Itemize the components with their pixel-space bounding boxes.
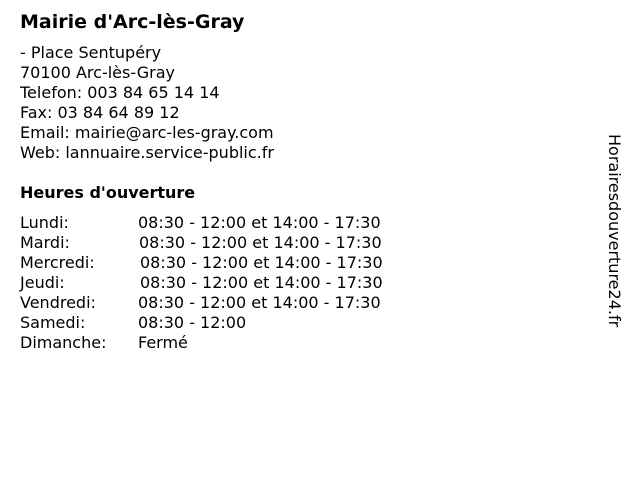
- address-city: 70100 Arc-lès-Gray: [20, 63, 175, 82]
- day-label: Samedi:: [20, 313, 86, 332]
- time-range: 08:30 - 12:00: [138, 313, 247, 332]
- contact-info: [20, 43, 274, 163]
- fax-number: Fax: 03 84 64 89 12: [20, 103, 180, 122]
- time-range: 08:30 - 12:00 et 14:00 - 17:30: [140, 273, 383, 292]
- address-street: - Place Sentupéry: [20, 43, 162, 62]
- day-label: Dimanche:: [20, 333, 107, 352]
- day-label: Vendredi:: [20, 293, 96, 312]
- time-range: 08:30 - 12:00 et 14:00 - 17:30: [140, 253, 383, 272]
- opening-hours-heading: Heures d'ouverture: [20, 183, 196, 202]
- website: Web: lannuaire.service-public.fr: [20, 143, 274, 162]
- day-label: Mardi:: [20, 233, 70, 252]
- day-label: Lundi:: [20, 213, 69, 232]
- time-range: 08:30 - 12:00 et 14:00 - 17:30: [138, 213, 381, 232]
- time-range: Fermé: [138, 333, 188, 352]
- phone-number: Telefon: 003 84 65 14 14: [20, 83, 220, 102]
- day-label: Jeudi:: [20, 273, 65, 292]
- time-range: 08:30 - 12:00 et 14:00 - 17:30: [139, 233, 382, 252]
- time-range: 08:30 - 12:00 et 14:00 - 17:30: [138, 293, 381, 312]
- page-title: Mairie d'Arc-lès-Gray: [20, 11, 245, 33]
- day-label: Mercredi:: [20, 253, 95, 272]
- email-address: Email: mairie@arc-les-gray.com: [20, 123, 274, 142]
- site-watermark: Horairesdouverture24.fr: [605, 134, 624, 328]
